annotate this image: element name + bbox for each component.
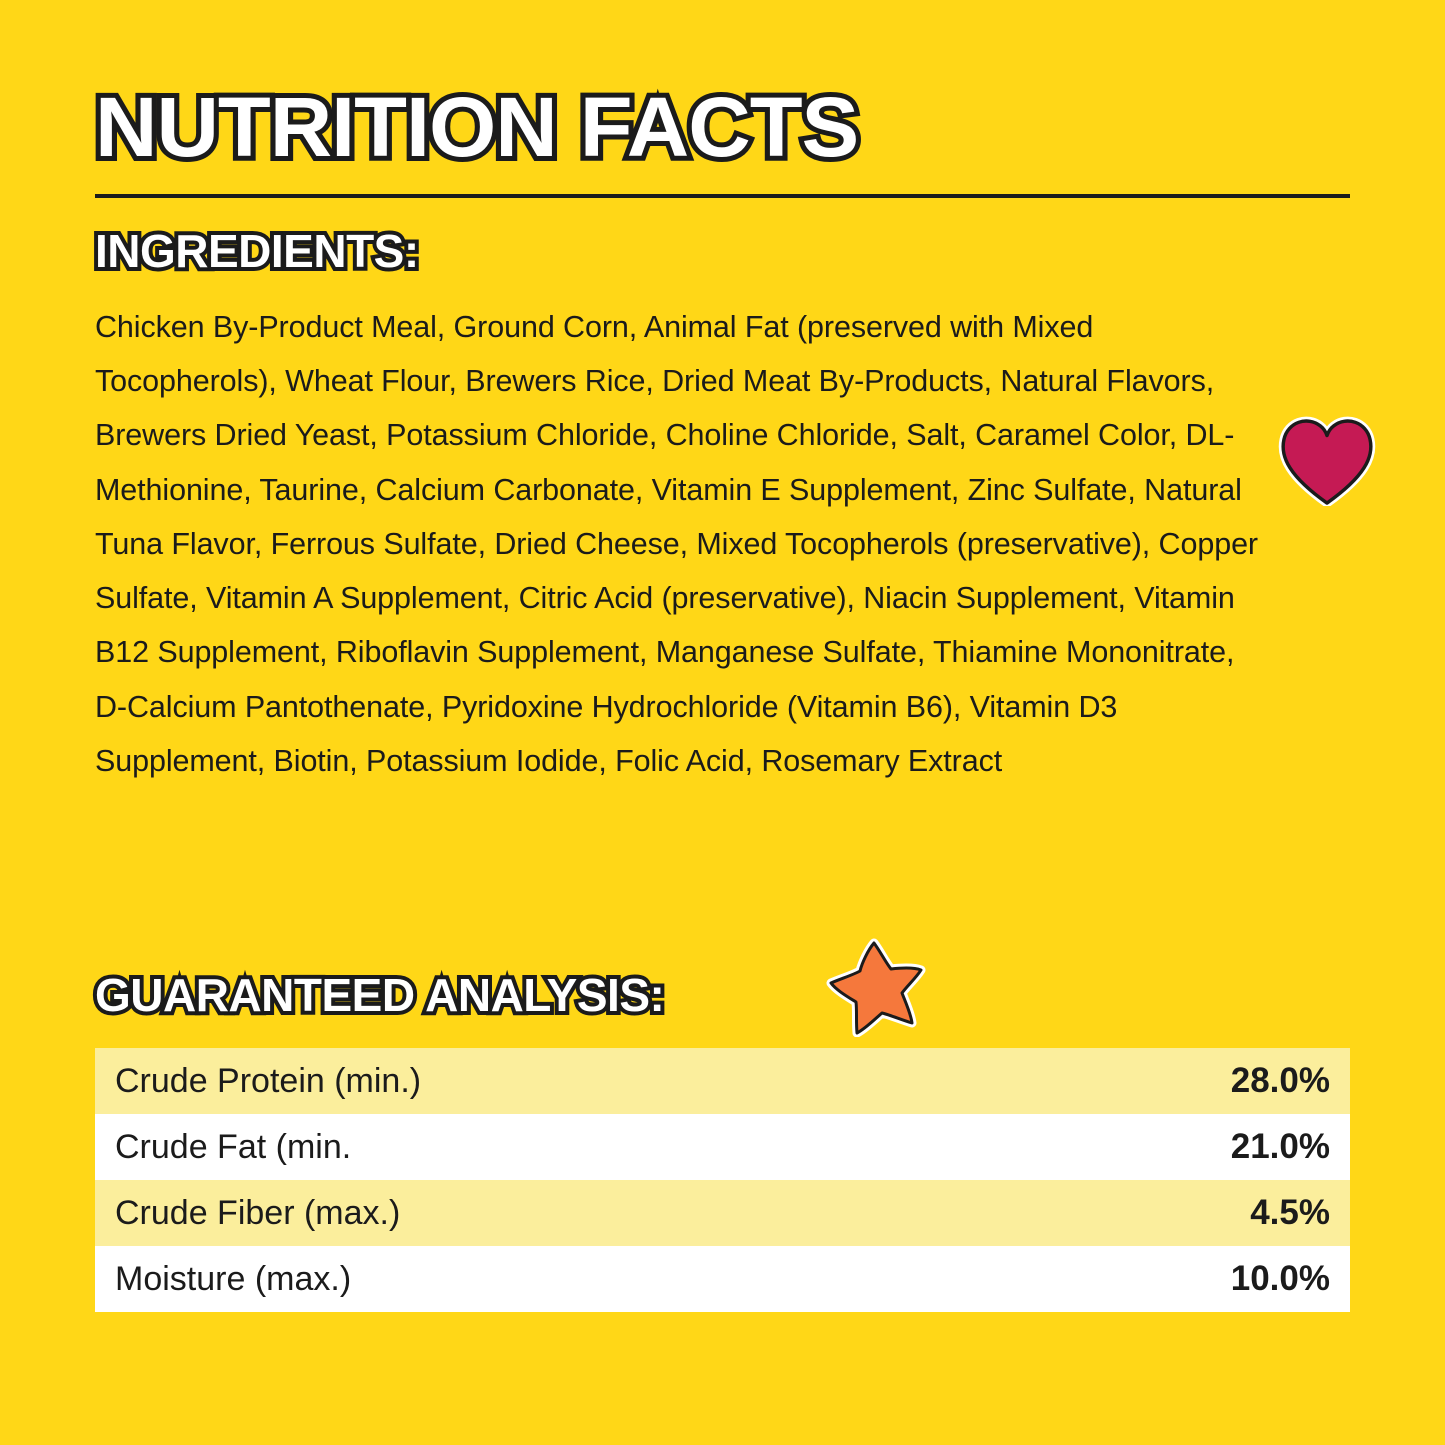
nutrient-label: Crude Fat (min. bbox=[95, 1114, 723, 1180]
nutrient-label: Crude Protein (min.) bbox=[95, 1048, 723, 1114]
nutrient-value: 28.0% bbox=[723, 1048, 1351, 1114]
page-title: NUTRITION FACTS bbox=[95, 80, 859, 174]
ingredients-heading: INGREDIENTS: bbox=[95, 224, 419, 277]
nutrient-label: Crude Fiber (max.) bbox=[95, 1180, 723, 1246]
nutrient-value: 4.5% bbox=[723, 1180, 1351, 1246]
table-row bbox=[95, 1180, 1350, 1246]
nutrient-value: 21.0% bbox=[723, 1114, 1351, 1180]
table-row bbox=[95, 1246, 1350, 1312]
nutrient-label: Moisture (max.) bbox=[95, 1246, 723, 1312]
table-row bbox=[95, 1114, 1350, 1180]
guaranteed-analysis-section bbox=[95, 968, 1350, 1312]
title-divider bbox=[95, 194, 1350, 198]
ingredients-text: Chicken By-Product Meal, Ground Corn, Animal Fat (preserved with Mixed Tocopherols), Wheat Flour, Brewers Rice, Dried Meat By-Products, Natural Flavors, Brewers Dried Yeast, Potassium Chloride, Choline Chloride, Salt, Caramel Color, DL-Methionine, Taurine, Calcium Carbonate, Vitamin E Supplement, Zinc Sulfate, Natural Tuna Flavor, Ferrous Sulfate, Dried Cheese, Mixed Tocopherols (preservative), Copper Sulfate, Vitamin A Supplement, Citric Acid (preservative), Niacin Supplement, Vitamin B12 Supplement, Riboflavin Supplement, Manganese Sulfate, Thiamine Mononitrate, D-Calcium Pantothenate, Pyridoxine Hydrochloride (Vitamin B6), Vitamin D3 Supplement, Biotin, Potassium Iodide, Folic Acid, Rosemary Extract bbox=[95, 309, 1258, 779]
guaranteed-analysis-heading: GUARANTEED ANALYSIS: bbox=[95, 969, 665, 1021]
guaranteed-analysis-table bbox=[95, 1048, 1350, 1312]
nutrient-value: 10.0% bbox=[723, 1246, 1351, 1312]
heart-icon bbox=[1278, 414, 1376, 506]
table-row bbox=[95, 1048, 1350, 1114]
